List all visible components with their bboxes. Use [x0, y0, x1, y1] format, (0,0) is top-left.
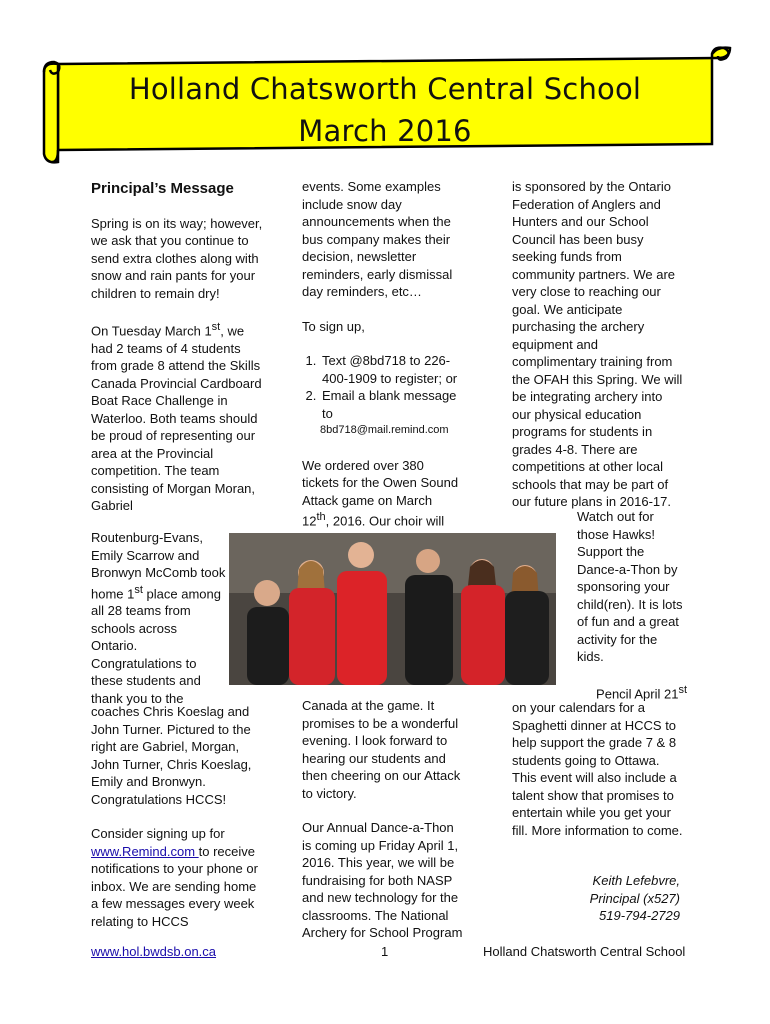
paragraph-hawks: Watch out for those Hawks! Support the Dance-a-Thon by sponsoring your child(ren). It is lots of fun and a great activity for the kids.	[577, 509, 683, 664]
scroll-banner-shape	[42, 44, 732, 168]
text: to receive notifications to your phone or inbox. We are sending home a few messages every week relating to HCCS	[91, 843, 258, 929]
page-title: Holland Chatsworth Central School	[128, 72, 642, 106]
footer-website-link[interactable]: www.hol.bwdsb.on.ca	[91, 944, 217, 959]
paragraph-boat-race	[91, 319, 263, 515]
column-middle	[302, 178, 462, 547]
column-right-wrap	[577, 508, 687, 666]
text: On Tuesday March 1	[91, 323, 212, 339]
principal-name: Keith Lefebvre,	[592, 873, 680, 888]
column-middle-lower	[302, 697, 464, 942]
paragraph-remind	[91, 825, 263, 930]
text: , we had 2 teams of 4 students from grade 8 attend the Skills Canada Provincial Cardboard Boat Race Challenge in Waterloo. Both teams should be proud of representing our area at the Provincial competition. The team consisting of Morgan Moran, Gabriel	[91, 323, 262, 514]
signup-step-text: 1. Text @8bd718 to 226-400-1909 to register; or	[320, 352, 462, 387]
paragraph-dance-a-thon: Our Annual Dance-a-Thon is coming up Friday April 1, 2016. This year, we will be fundraising for both NASP and new technology for the classrooms. The National Archery for School Program	[302, 820, 463, 940]
text: , 2016. Our choir will	[325, 513, 445, 529]
footer-school-name: Holland Chatsworth Central School	[483, 944, 686, 959]
column-right	[512, 178, 684, 511]
superscript: st	[134, 583, 143, 596]
paragraph-archery: is sponsored by the Ontario Federation of Anglers and Hunters and our School Council has been busy seeking funds from community partners. We are very close to reaching our goal. We anticipate purchasing the archery equipment and complimentary training from the OFAH this Spring. We will be integrating archery into our physical education programs for students in grades 4-8. There are competitions at other local schools that may be part of our future plans in 2016-17.	[512, 179, 683, 509]
signup-steps-list	[302, 352, 462, 422]
principal-title: Principal (x527)	[589, 890, 680, 906]
text: place among all 28 teams from schools across Ontario. Congratulations to these students and thank you to the	[91, 585, 221, 706]
column-right-lower	[512, 699, 684, 839]
signup-step-email: 2. Email a blank message to	[320, 387, 462, 422]
superscript: st	[211, 321, 221, 333]
page-number: 1	[381, 944, 389, 959]
paragraph-events: events. Some examples include snow day announcements when the bus company makes their decision, newsletter reminders, early dismissal day reminders, etc…	[302, 179, 453, 299]
page-subtitle-date: March 2016	[298, 114, 472, 148]
team-photo	[229, 533, 556, 685]
remind-email: 8bd718@mail.remind.com	[320, 424, 449, 436]
team-photo-illustration	[229, 533, 556, 685]
superscript: th	[316, 511, 326, 523]
column-left-wrap	[91, 529, 226, 707]
paragraph-spring: Spring is on its way; however, we ask that you continue to send extra clothes along with snow and rain pants for your children to remain dry!	[91, 215, 263, 301]
text: We ordered over 380 tickets for the Owen Sound Attack game on March 12	[302, 457, 459, 529]
text: Pencil April 21	[596, 686, 679, 702]
text: Routenburg-Evans, Emily Scarrow and Bronwyn McComb took home 1	[91, 530, 226, 601]
remind-link[interactable]: www.Remind.com	[91, 843, 199, 859]
signature-block	[512, 872, 680, 925]
column-left-lower	[91, 703, 263, 930]
principal-phone: 519-794-2729	[599, 908, 680, 923]
title-banner	[42, 44, 732, 168]
paragraph-game: Canada at the game. It promises to be a wonderful evening. I look forward to hearing our students and then cheering on our Attack to victory.	[302, 698, 461, 801]
principal-message-heading: Principal’s Message	[91, 180, 234, 197]
column-left	[91, 180, 263, 515]
text: Consider signing up for	[91, 826, 225, 841]
paragraph-congrats: coaches Chris Koeslag and John Turner. Pictured to the right are Gabriel, Morgan, John Turner, Chris Koeslag, Emily and Bronwyn. Congratulations HCCS!	[91, 704, 252, 807]
paragraph-signup: To sign up,	[302, 318, 365, 334]
superscript: st	[678, 684, 687, 696]
paragraph-spaghetti: on your calendars for a Spaghetti dinner at HCCS to help support the grade 7 & 8 students going to Ottawa. This event will also include a talent show that promises to entertain while you get your fill. More information to come.	[512, 700, 683, 838]
paragraph-team	[91, 529, 226, 707]
